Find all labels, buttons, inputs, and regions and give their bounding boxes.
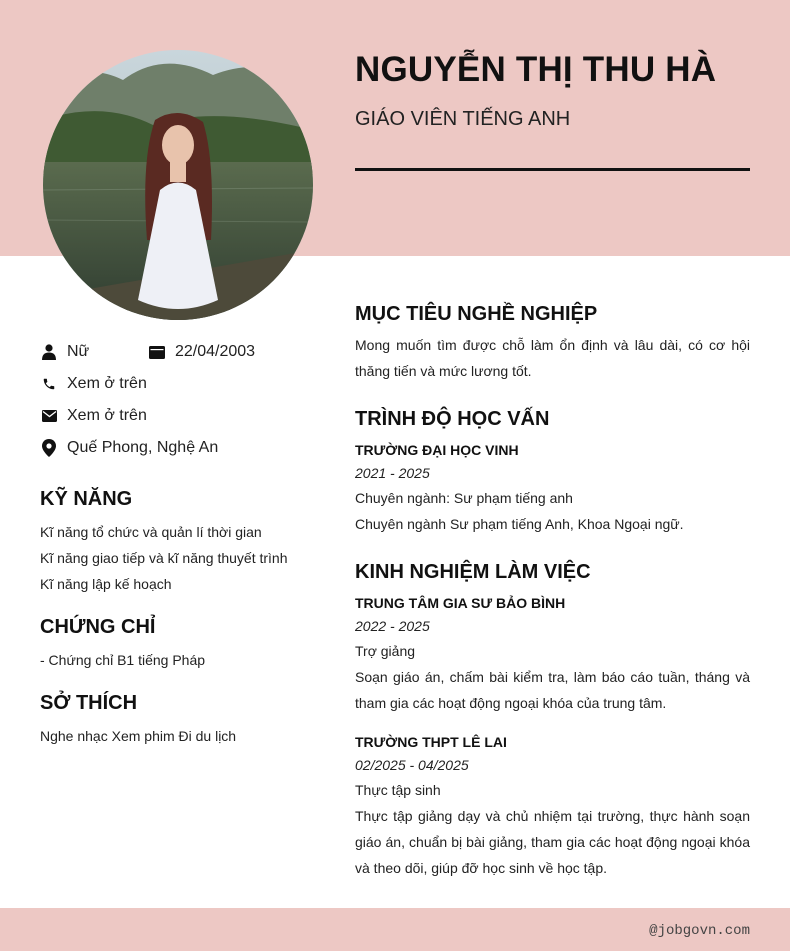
title-divider	[355, 168, 750, 171]
certificates-heading: CHỨNG CHỈ	[40, 616, 156, 638]
birthdate-row	[148, 343, 255, 361]
certificate-item: - Chứng chỉ B1 tiếng Pháp	[40, 652, 206, 668]
job-description: Thực tập giảng dạy và chủ nhiệm tại trường, thực hành soạn giáo án, chuẩn bị bài giảng, tham gia các hoạt động ngoại khóa và theo dõi, giúp đỡ học sinh về học tập.	[355, 808, 750, 876]
portrait-photo-illustration	[43, 50, 313, 320]
job-role: Trợ giảng	[355, 643, 416, 659]
location-pin-icon	[40, 439, 58, 457]
mail-icon	[40, 407, 58, 425]
education-heading: TRÌNH ĐỘ HỌC VẤN	[355, 408, 550, 430]
footer-credit: @jobgovn.com	[649, 923, 750, 939]
skill-item: Kĩ năng lập kế hoạch	[40, 576, 172, 592]
profile-photo	[43, 50, 313, 320]
address-value: Quế Phong, Nghệ An	[67, 439, 219, 456]
experience-heading: KINH NGHIỆM LÀM VIỆC	[355, 561, 591, 583]
education-detail: Chuyên ngành Sư phạm tiếng Anh, Khoa Ngoại ngữ.	[355, 516, 684, 532]
job-description: Soạn giáo án, chấm bài kiểm tra, làm báo cáo tuần, tháng và tham gia các hoạt động ngoại khóa của trung tâm.	[355, 669, 750, 711]
candidate-name: NGUYỄN THỊ THU HÀ	[355, 50, 717, 89]
calendar-icon	[148, 343, 166, 361]
job-role: Thực tập sinh	[355, 782, 441, 798]
skill-item: Kĩ năng tổ chức và quản lí thời gian	[40, 524, 262, 540]
gender-row	[40, 343, 89, 361]
job-title: GIÁO VIÊN TIẾNG ANH	[355, 108, 571, 130]
objective-text: Mong muốn tìm được chỗ làm ổn định và lâu dài, có cơ hội thăng tiến và mức lương tốt.	[355, 337, 750, 379]
gender-value: Nữ	[67, 343, 90, 360]
education-period: 2021 - 2025	[355, 465, 430, 481]
skill-item: Kĩ năng giao tiếp và kĩ năng thuyết trình	[40, 550, 288, 566]
phone-value: Xem ở trên	[67, 375, 147, 392]
phone-icon	[40, 375, 58, 393]
job-organization: TRUNG TÂM GIA SƯ BẢO BÌNH	[355, 595, 566, 611]
hobbies-text: Nghe nhạc Xem phim Đi du lịch	[40, 728, 237, 744]
birthdate-value: 22/04/2003	[175, 343, 256, 360]
education-school: TRƯỜNG ĐẠI HỌC VINH	[355, 442, 519, 458]
person-icon	[40, 343, 58, 361]
objective-heading: MỤC TIÊU NGHỀ NGHIỆP	[355, 303, 598, 325]
job-period: 02/2025 - 04/2025	[355, 757, 469, 773]
job-organization: TRƯỜNG THPT LÊ LAI	[355, 734, 507, 750]
education-major: Chuyên ngành: Sư phạm tiếng anh	[355, 490, 573, 506]
skills-heading: KỸ NĂNG	[40, 488, 133, 510]
email-value: Xem ở trên	[67, 407, 147, 424]
hobbies-heading: SỞ THÍCH	[40, 692, 138, 714]
email-row	[40, 407, 147, 425]
job-period: 2022 - 2025	[355, 618, 430, 634]
address-row	[40, 439, 218, 457]
phone-row	[40, 375, 147, 393]
